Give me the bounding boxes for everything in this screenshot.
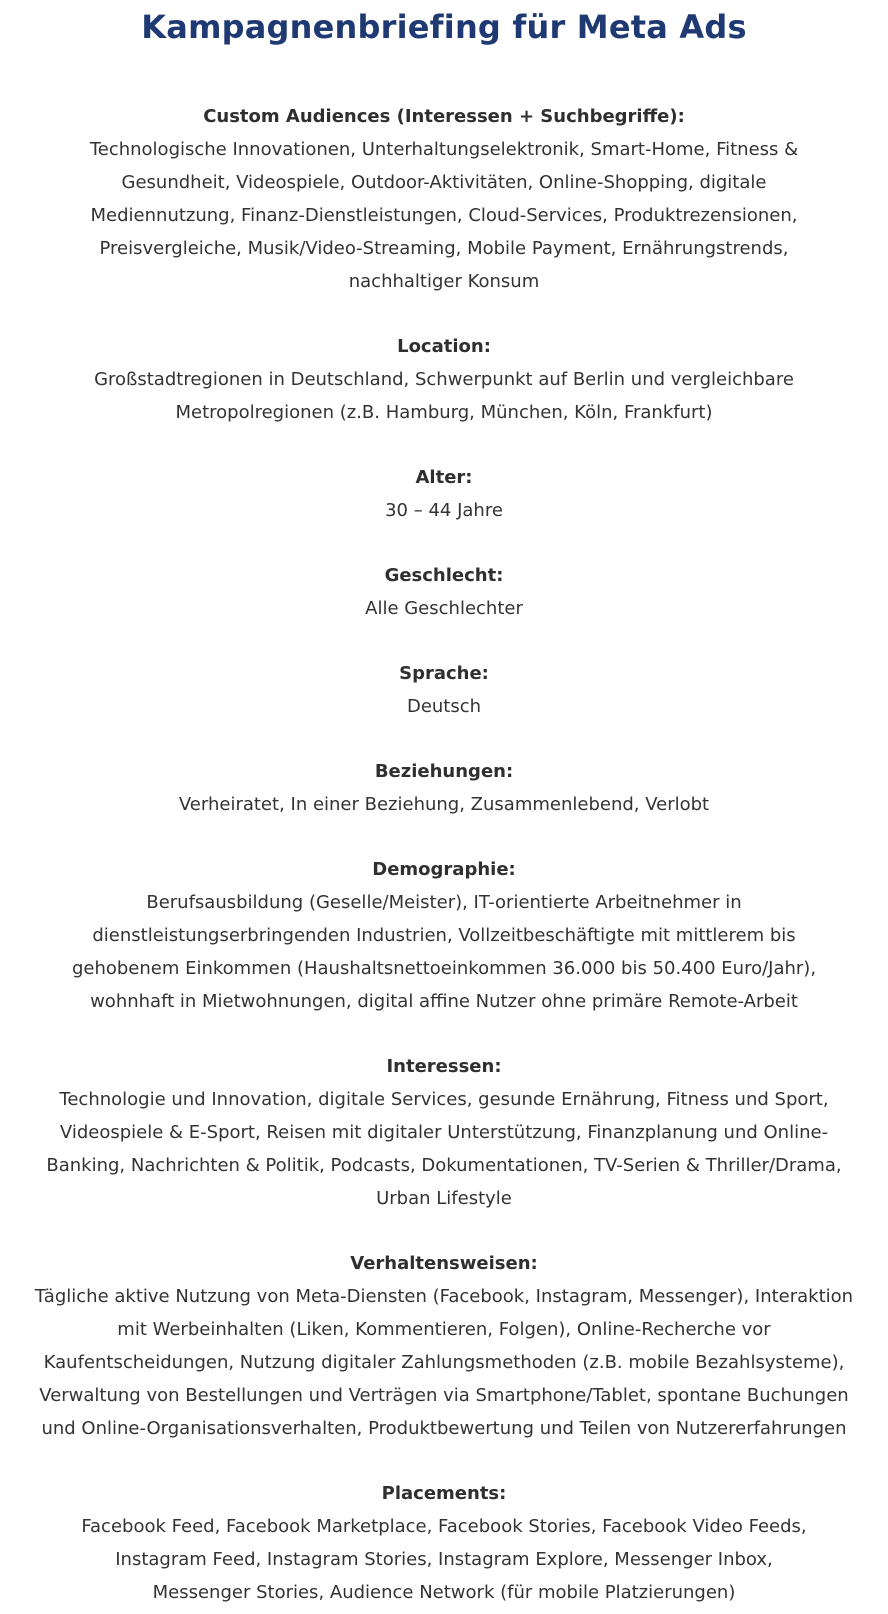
section-geschlecht [18, 559, 870, 625]
section-label: Verhaltensweisen: [350, 1253, 538, 1274]
section-demographie [18, 853, 870, 1018]
section-custom-audiences [18, 100, 870, 298]
section-sprache [18, 657, 870, 723]
section-label: Location: [397, 336, 491, 357]
section-text: Technologische Innovationen, Unterhaltungselektronik, Smart-Home, Fitness & Gesundheit, Videospiele, Outdoor-Aktivitäten, Online-Shopping, digitale Mediennutzung, Finanz-Dienstleistungen, Cloud-Services, Produktrezensionen, Preisvergleiche, Musik/Video-Streaming, Mobile Payment, Ernährungstrends, nachhaltiger Konsum [89, 139, 799, 292]
section-text: Facebook Feed, Facebook Marketplace, Facebook Stories, Facebook Video Feeds, Instagram Feed, Instagram Stories, Instagram Explore, Messenger Inbox, Messenger Stories, Audience Network (für mobile Platzierungen) [81, 1516, 807, 1603]
section-text: 30 – 44 Jahre [385, 500, 503, 521]
section-interessen [18, 1050, 870, 1215]
section-label: Demographie: [372, 859, 516, 880]
section-label: Alter: [415, 467, 473, 488]
briefing-sections [18, 100, 870, 1609]
section-text: Verheiratet, In einer Beziehung, Zusammenlebend, Verlobt [178, 794, 710, 815]
section-label: Placements: [381, 1483, 507, 1504]
section-text: Deutsch [406, 696, 482, 717]
section-alter [18, 461, 870, 527]
section-beziehungen [18, 755, 870, 821]
section-label: Interessen: [386, 1056, 502, 1077]
section-label: Beziehungen: [374, 761, 514, 782]
section-text: Großstadtregionen in Deutschland, Schwerpunkt auf Berlin und vergleichbare Metropolregionen (z.B. Hamburg, München, Köln, Frankfurt) [94, 369, 794, 423]
section-placements [18, 1477, 870, 1609]
section-text: Technologie und Innovation, digitale Services, gesunde Ernährung, Fitness und Sport, Videospiele & E-Sport, Reisen mit digitaler Unterstützung, Finanzplanung und Online-Banking, Nachrichten & Politik, Podcasts, Dokumentationen, TV-Serien & Thriller/Drama, Urban Lifestyle [46, 1089, 842, 1209]
section-label: Custom Audiences (Interessen + Suchbegriffe): [203, 106, 685, 127]
page-title: Kampagnenbriefing für Meta Ads [141, 8, 747, 46]
section-text: Berufsausbildung (Geselle/Meister), IT-orientierte Arbeitnehmer in dienstleistungserbringenden Industrien, Vollzeitbeschäftigte mit mittlerem bis gehobenem Einkommen (Haushaltsnettoeinkommen 36.000 bis 50.400 Euro/Jahr), wohnhaft in Mietwohnungen, digital affine Nutzer ohne primäre Remote-Arbeit [71, 892, 817, 1012]
section-label: Sprache: [399, 663, 489, 684]
section-text: Tägliche aktive Nutzung von Meta-Diensten (Facebook, Instagram, Messenger), Interaktion mit Werbeinhalten (Liken, Kommentieren, Folgen), Online-Recherche vor Kaufentscheidungen, Nutzung digitaler Zahlungsmethoden (z.B. mobile Bezahlsysteme), Verwaltung von Bestellungen und Verträgen via Smartphone/Tablet, spontane Buchungen und Online-Organisationsverhalten, Produktbewertung und Teilen von Nutzererfahrungen [34, 1286, 854, 1439]
section-location [18, 330, 870, 429]
section-text: Alle Geschlechter [365, 598, 523, 619]
section-label: Geschlecht: [384, 565, 504, 586]
section-verhaltensweisen [18, 1247, 870, 1445]
